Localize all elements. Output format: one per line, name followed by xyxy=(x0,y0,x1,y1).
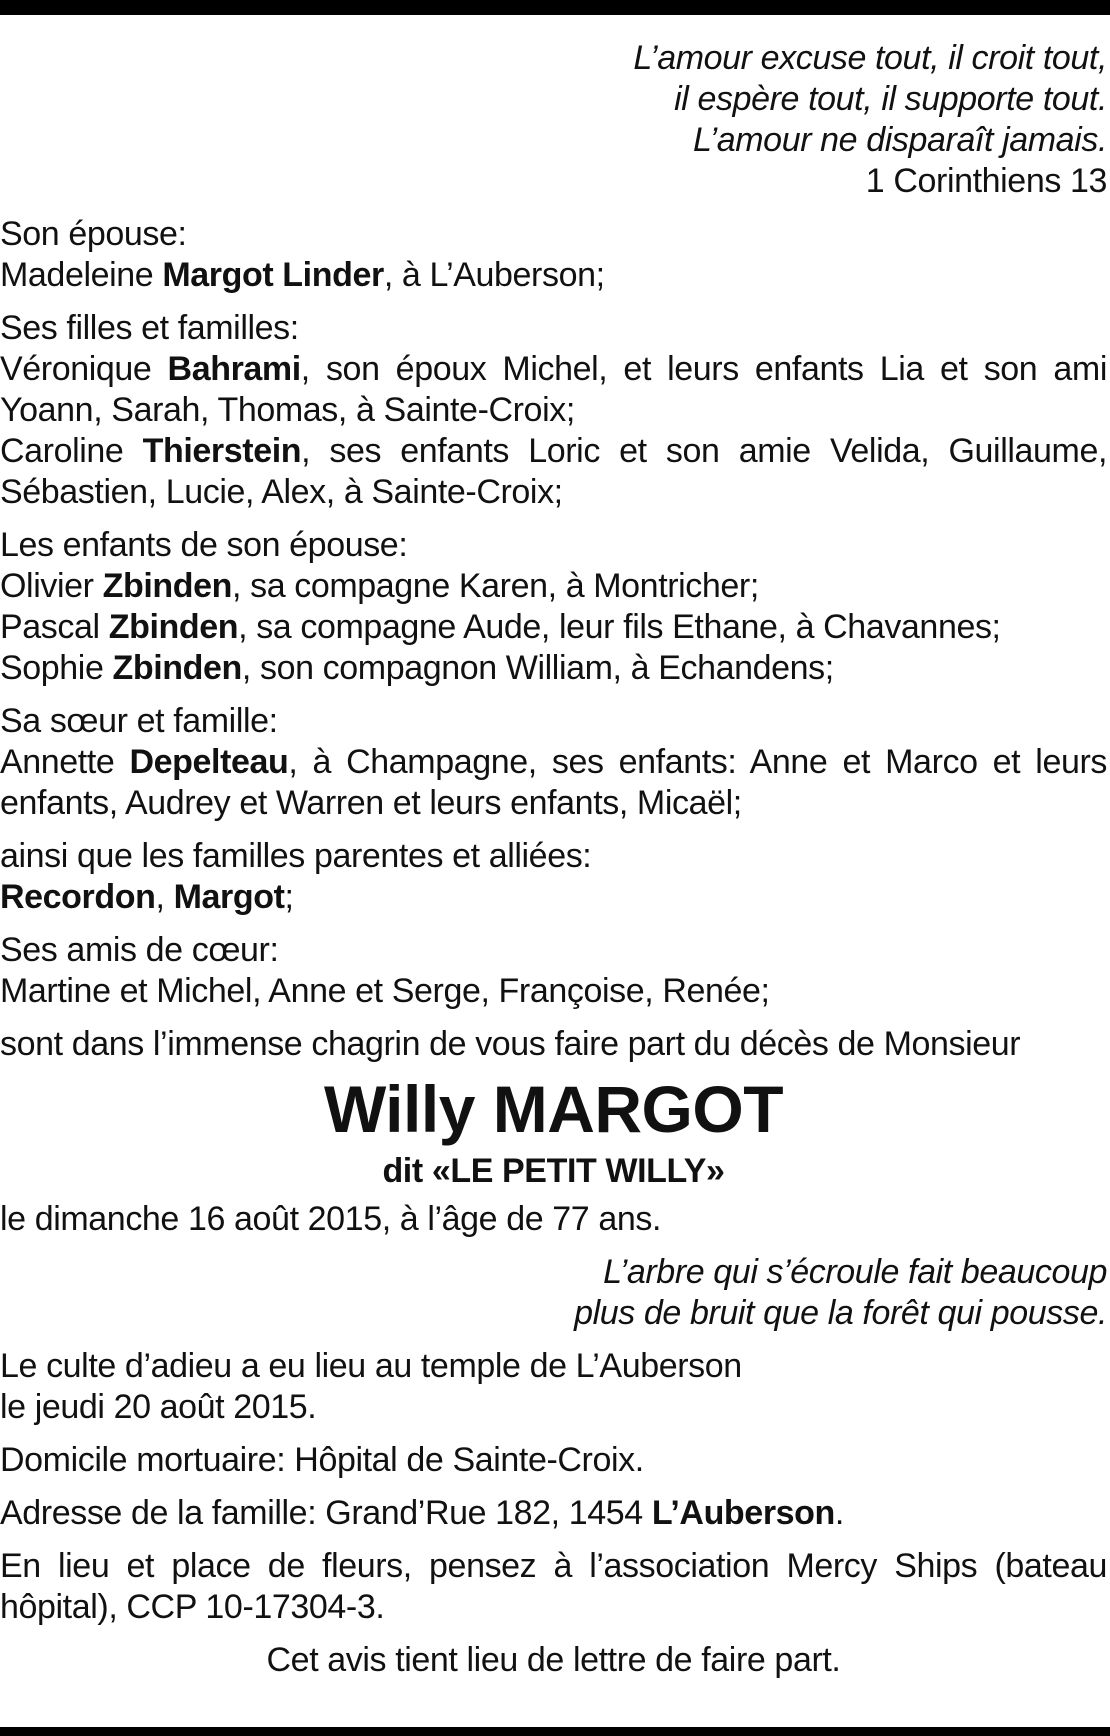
section-heading: ainsi que les familles parentes et alliées: xyxy=(0,837,592,875)
obituary-notice xyxy=(0,38,1107,1681)
family-name: Margot Linder xyxy=(162,256,384,294)
announcement: sont dans l’immense chagrin de vous faire part du décès de Monsieur xyxy=(0,1025,1021,1063)
closing-note: Cet avis tient lieu de lettre de faire part. xyxy=(266,1641,841,1679)
entry-detail: , sa compagne Karen, à Montricher; xyxy=(232,567,759,605)
entry-detail: , son époux Michel, et leurs enfants Lia et son ami Yoann, Sarah, Thomas, à Sainte-Croix; xyxy=(0,350,1108,429)
first-name: Véronique xyxy=(0,350,152,388)
relatives-names xyxy=(0,877,1107,918)
entry-detail: , à L’Auberson; xyxy=(383,256,605,294)
section-heading: Ses filles et familles: xyxy=(0,309,299,347)
section-heading: Ses amis de cœur: xyxy=(0,931,279,969)
verse-reference: 1 Corinthiens 13 xyxy=(865,162,1107,200)
verse-line: L’amour excuse tout, il croit tout, xyxy=(633,39,1107,77)
section-heading: Sa sœur et famille: xyxy=(0,702,278,740)
top-rule xyxy=(0,0,1110,15)
entry-detail: , à Champagne, ses enfants: Anne et Marco et leurs enfants, Audrey et Warren et leurs enfants, Micaël; xyxy=(0,743,1108,822)
stepchildren-section xyxy=(0,525,1107,689)
donation-info: En lieu et place de fleurs, pensez à l’association Mercy Ships (bateau hôpital), CCP 10-17304-3. xyxy=(0,1547,1107,1626)
spouse-section xyxy=(0,214,1107,296)
family-name: Margot xyxy=(173,878,285,916)
family-name: Zbinden xyxy=(112,649,242,687)
family-name: Bahrami xyxy=(167,350,301,388)
quote-line: L’arbre qui s’écroule fait beaucoup xyxy=(603,1253,1107,1291)
deceased-name: Willy MARGOT xyxy=(323,1072,784,1146)
punctuation: ; xyxy=(284,878,294,916)
section-heading: Son épouse: xyxy=(0,215,187,253)
deceased-nickname: dit «LE PETIT WILLY» xyxy=(382,1152,725,1190)
family-entry xyxy=(0,431,1107,513)
ceremony-line: Le culte d’adieu a eu lieu au temple de L’Auberson xyxy=(0,1347,742,1385)
friends-section xyxy=(0,930,1107,1012)
entry-detail: , son compagnon William, à Echandens; xyxy=(241,649,834,687)
verse-line: il espère tout, il supporte tout. xyxy=(674,80,1107,118)
ceremony-info xyxy=(0,1346,1107,1428)
family-entry xyxy=(0,255,1107,296)
family-name: Depelteau xyxy=(129,743,289,781)
first-name: Olivier xyxy=(0,567,94,605)
friends-names: Martine et Michel, Anne et Serge, Françoise, Renée; xyxy=(0,972,770,1010)
closing-quote xyxy=(0,1252,1107,1334)
relatives-section xyxy=(0,836,1107,918)
family-address xyxy=(0,1493,1107,1534)
verse-line: L’amour ne disparaît jamais. xyxy=(692,121,1107,159)
section-heading: Les enfants de son épouse: xyxy=(0,526,408,564)
family-name: Recordon xyxy=(0,878,156,916)
first-name: Caroline xyxy=(0,432,124,470)
bible-verse xyxy=(0,38,1107,202)
entry-detail: , sa compagne Aude, leur fils Ethane, à Chavannes; xyxy=(238,608,1001,646)
address-town: L’Auberson xyxy=(651,1494,835,1532)
first-name: Sophie xyxy=(0,649,104,687)
family-entry xyxy=(0,607,1107,648)
quote-line: plus de bruit que la forêt qui pousse. xyxy=(574,1294,1107,1332)
first-name: Annette xyxy=(0,743,115,781)
mortuary-info: Domicile mortuaire: Hôpital de Sainte-Croix. xyxy=(0,1441,644,1479)
ceremony-line: le jeudi 20 août 2015. xyxy=(0,1388,317,1426)
family-name: Zbinden xyxy=(108,608,239,646)
death-info: le dimanche 16 août 2015, à l’âge de 77 ans. xyxy=(0,1200,662,1238)
daughters-section xyxy=(0,308,1107,513)
family-entry xyxy=(0,566,1107,607)
family-entry xyxy=(0,349,1107,431)
sister-section xyxy=(0,701,1107,824)
family-entry xyxy=(0,742,1107,824)
first-name: Pascal xyxy=(0,608,100,646)
family-name: Zbinden xyxy=(102,567,232,605)
first-name: Madeleine xyxy=(0,256,154,294)
bottom-rule xyxy=(0,1727,1110,1736)
punctuation: . xyxy=(834,1494,844,1532)
separator: , xyxy=(155,878,174,916)
family-entry xyxy=(0,648,1107,689)
address-text: Adresse de la famille: Grand’Rue 182, 1454 xyxy=(0,1494,652,1532)
entry-detail: , ses enfants Loric et son amie Velida, Guillaume, Sébastien, Lucie, Alex, à Sainte-Croix; xyxy=(0,432,1108,511)
family-name: Thierstein xyxy=(142,432,302,470)
